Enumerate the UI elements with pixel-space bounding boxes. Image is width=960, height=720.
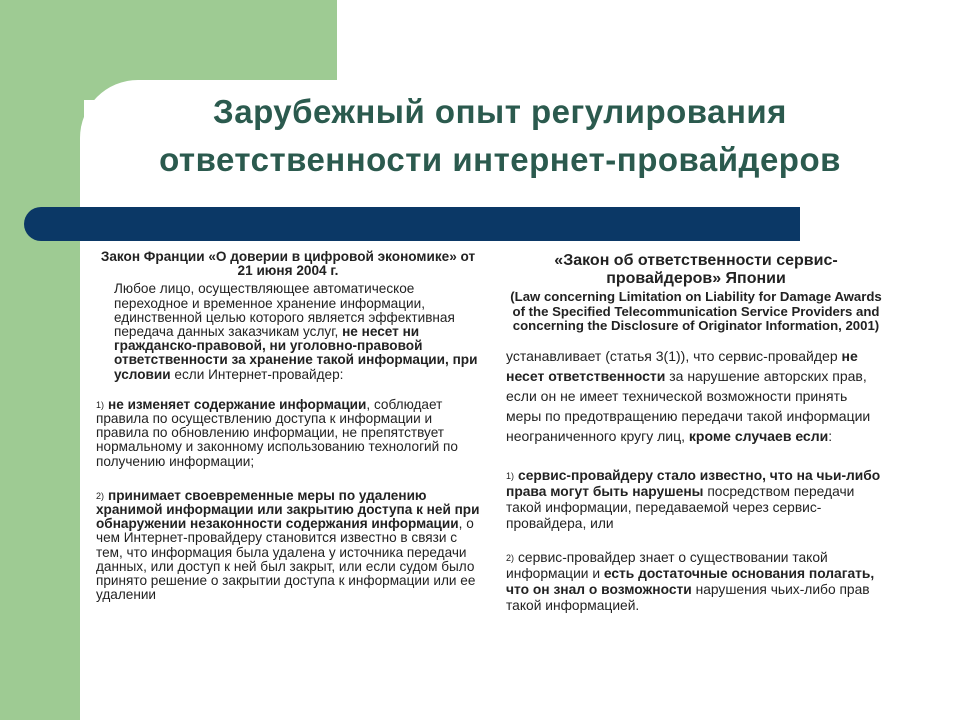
- france-item-2-text: , о чем Интернет-провайдеру становится известно в связи с тем, что информация была удалена у источника передачи данных, или доступ к ней был закрыт, или если судом было принято решение о закрытии доступа к информации или ее удалении: [96, 516, 476, 603]
- france-intro-tail: если Интернет-провайдер:: [174, 366, 344, 382]
- japan-intro-c: :: [828, 427, 833, 444]
- green-side-strip: [0, 0, 84, 720]
- france-item-2-bold: принимает своевременные меры по удалению хранимой информации или закрытию доступа к ней при обнаружении незаконности содержания информации: [96, 487, 480, 532]
- spacer: [96, 469, 480, 479]
- japan-column: [506, 250, 886, 614]
- france-law-heading: Закон Франции «О доверии в цифровой экономике» от 21 июня 2004 г.: [100, 249, 476, 279]
- japan-item-1-text: посредством передачи такой информации, передаваемой через сервис-провайдера, или: [506, 483, 855, 531]
- japan-intro-b: за нарушение авторских прав, если он не имеет технической возможности принять меры по предотвращению передачи такой информации неограниченного кругу лиц,: [506, 367, 871, 444]
- japan-intro: [506, 346, 886, 446]
- france-intro: [96, 282, 480, 381]
- france-item-1: [96, 398, 480, 469]
- item-number: 2): [96, 490, 105, 501]
- japan-intro-bold-2: кроме случаев если: [688, 427, 829, 444]
- france-intro-text: Любое лицо, осуществляющее автоматическое переходное и временное хранение информации, единственной целью которого является эффективная передача данных заказчикам услуг,: [114, 281, 455, 340]
- divider-bar: [60, 207, 800, 241]
- slide-title: [100, 88, 900, 184]
- japan-intro-a: устанавливает (статья 3(1)), что сервис-провайдер: [506, 347, 838, 364]
- france-item-1-text: , соблюдает правила по осуществлению доступа к информации и правила по обновлению информации, не препятствует нормальному и законному использованию технологий по получению информации;: [96, 396, 458, 469]
- title-line-2: ответственности интернет-провайдеров: [159, 141, 841, 178]
- title-line-1: Зарубежный опыт регулирования: [213, 93, 787, 130]
- item-number: 2): [506, 552, 515, 563]
- item-number: 1): [96, 399, 105, 410]
- japan-law-english-title: (Law concerning Limitation on Liability for Damage Awards of the Specified Telecommunication Service Providers and concerning the Disclosure of Originator Information, 2001): [510, 289, 882, 334]
- japan-item-2-a: сервис-провайдер знает о существовании такой информации и: [506, 549, 828, 581]
- item-number: 1): [506, 470, 515, 481]
- spacer: [96, 382, 480, 392]
- japan-item-2: [506, 550, 886, 614]
- france-column: [96, 250, 480, 602]
- japan-item-2-bold: есть достаточные основания полагать, что он знал о возможности: [506, 565, 875, 597]
- japan-item-1: [506, 468, 886, 532]
- japan-law-heading: «Закон об ответственности сервис-провайдеров» Японии: [554, 252, 838, 287]
- japan-item-2-b: нарушения чьих-либо прав такой информацией.: [506, 581, 870, 613]
- japan-intro-bold: не несет ответственности: [506, 347, 858, 384]
- france-item-2: [96, 489, 480, 603]
- france-item-1-bold: не изменяет содержание информации: [108, 396, 367, 412]
- france-intro-bold: не несет ни гражданско-правовой, ни уголовно-правовой ответственности за хранение такой информации, при условии: [114, 324, 478, 382]
- japan-item-1-bold: сервис-провайдеру стало известно, что на чьи-либо права могут быть нарушены: [506, 467, 881, 499]
